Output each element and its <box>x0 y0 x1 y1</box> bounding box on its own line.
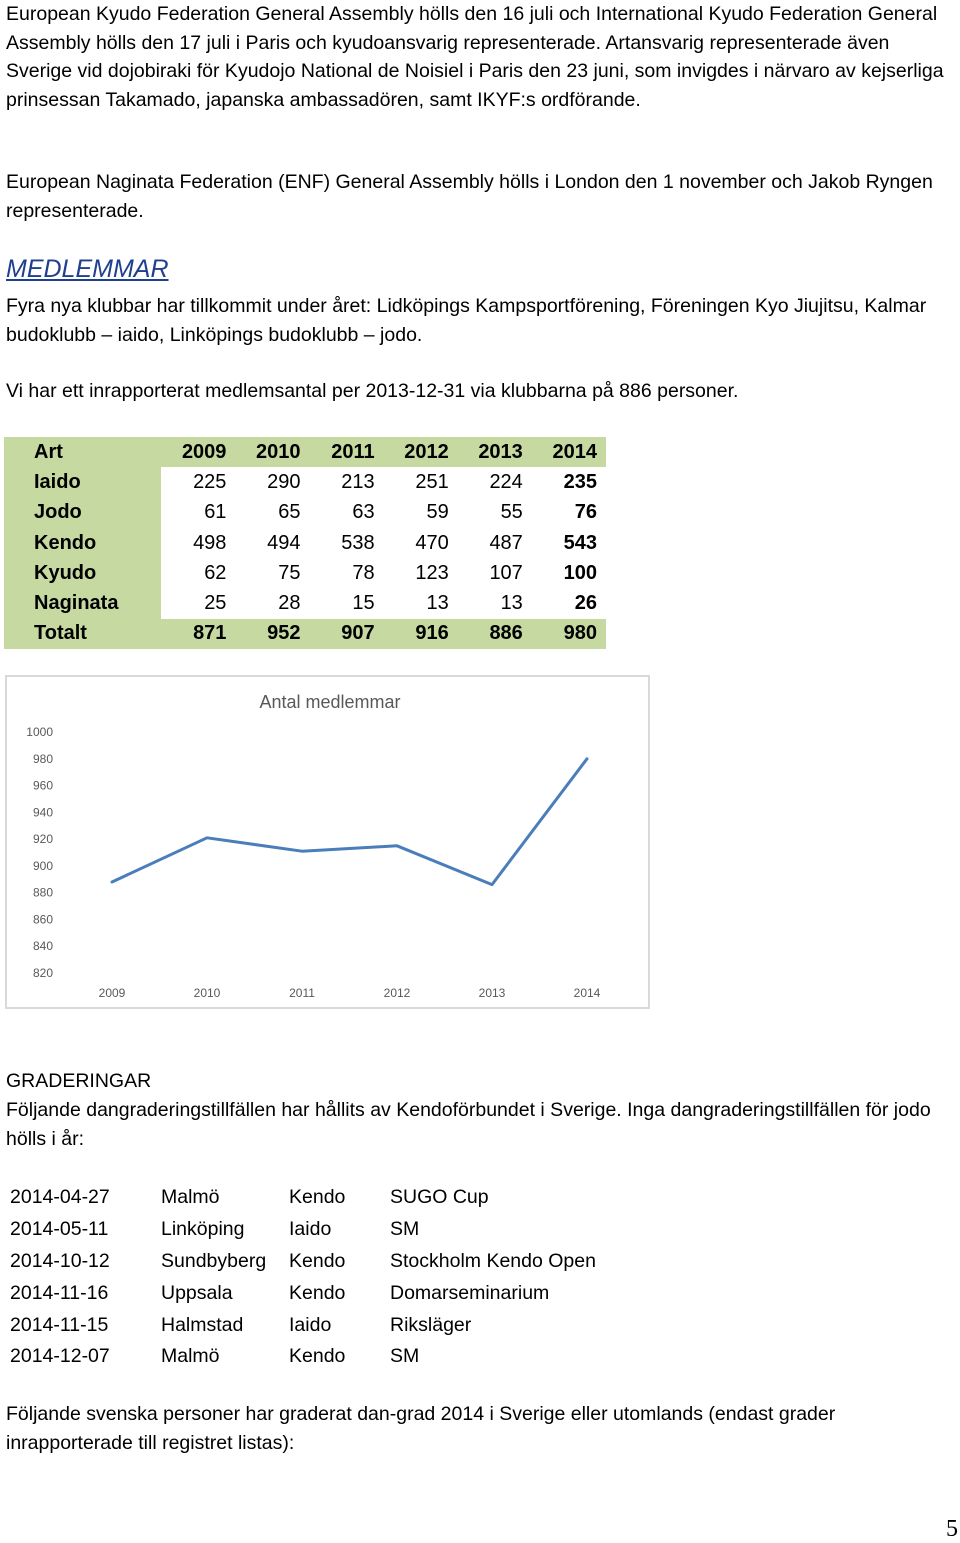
table-row <box>4 498 606 528</box>
table-cell: 13 <box>426 592 449 615</box>
table-cell: 886 <box>458 619 532 649</box>
data-point <box>112 882 113 883</box>
medlemmar-new-clubs-paragraph: Fyra nya klubbar har tillkommit under året: Lidköpings Kampsportförening, Föreningen Kyo Jiujitsu, Kalmar budoklubb – iaido, Linköpings budoklubb – jodo. <box>6 295 927 346</box>
table-cell: 26 <box>574 592 597 615</box>
table-cell: 494 <box>267 531 301 554</box>
row-label: Art <box>4 437 161 467</box>
y-tick-label: 920 <box>32 832 53 847</box>
table-cell: 107 <box>489 561 523 584</box>
y-tick-label: 980 <box>32 751 53 766</box>
event-name: SM <box>390 1345 420 1368</box>
data-point <box>302 851 303 852</box>
section-heading-graderingar: GRADERINGAR <box>6 1070 152 1092</box>
event-art: Kendo <box>289 1249 346 1272</box>
table-total-row <box>4 619 606 649</box>
grading-event-row <box>4 1277 596 1309</box>
table-row <box>4 588 606 618</box>
event-date: 2014-05-11 <box>10 1218 109 1241</box>
table-cell: 13 <box>500 592 523 615</box>
data-point <box>587 758 588 759</box>
table-cell: 76 <box>574 501 597 524</box>
x-tick-label: 2012 <box>383 986 411 1000</box>
table-cell: 25 <box>204 592 227 615</box>
data-point <box>207 837 208 838</box>
table-cell: 225 <box>193 470 227 493</box>
y-tick-label: 860 <box>32 912 53 927</box>
members-table <box>4 437 606 649</box>
event-date: 2014-11-16 <box>10 1281 109 1304</box>
event-date: 2014-11-15 <box>10 1313 109 1336</box>
event-art: Kendo <box>289 1345 346 1368</box>
event-city: Malmö <box>161 1186 220 1209</box>
event-city: Malmö <box>161 1345 220 1368</box>
table-cell: 980 <box>532 619 606 649</box>
graderingar-closing-paragraph: Följande svenska personer har graderat dan-grad 2014 i Sverige eller utomlands (endast grader inrapporterade till registret listas): <box>6 1403 836 1454</box>
grading-event-row <box>4 1214 596 1246</box>
table-cell: 916 <box>384 619 458 649</box>
event-name: SUGO Cup <box>390 1186 489 1209</box>
series-line <box>112 759 587 885</box>
x-tick-label: 2013 <box>478 986 506 1000</box>
event-city: Sundbyberg <box>161 1249 267 1272</box>
event-art: Kendo <box>289 1186 346 1209</box>
table-cell: 498 <box>193 531 227 554</box>
x-tick-label: 2011 <box>289 986 315 1000</box>
grading-event-row <box>4 1341 596 1373</box>
table-cell: 55 <box>500 501 523 524</box>
data-point <box>492 884 493 885</box>
x-tick-label: 2010 <box>193 986 221 1000</box>
event-name: Stockholm Kendo Open <box>390 1249 596 1272</box>
grading-events-table <box>4 1182 596 1373</box>
table-cell: 235 <box>563 470 597 493</box>
grading-event-row <box>4 1182 596 1214</box>
row-label: Jodo <box>4 498 161 528</box>
x-tick-label: 2014 <box>573 986 601 1000</box>
table-cell: 251 <box>415 470 449 493</box>
y-tick-label: 900 <box>32 858 53 873</box>
table-cell: 100 <box>563 561 597 584</box>
y-tick-label: 960 <box>32 778 53 793</box>
table-cell: 907 <box>310 619 384 649</box>
table-cell: 290 <box>267 470 301 493</box>
table-cell: 470 <box>415 531 449 554</box>
event-name: SM <box>390 1218 420 1241</box>
table-cell: 487 <box>489 531 523 554</box>
table-cell: 65 <box>278 501 301 524</box>
event-city: Uppsala <box>161 1281 233 1304</box>
table-cell: 952 <box>235 619 309 649</box>
y-tick-label: 820 <box>32 966 53 980</box>
table-row <box>4 467 606 497</box>
row-label: Kyudo <box>4 558 161 588</box>
y-tick-label: 940 <box>32 805 53 820</box>
table-cell: 224 <box>489 470 523 493</box>
row-label: Naginata <box>4 588 161 618</box>
members-line-chart <box>5 675 650 1009</box>
event-name: Domarseminarium <box>390 1281 550 1304</box>
table-cell: 15 <box>352 592 375 615</box>
chart-title: Antal medlemmar <box>259 692 401 712</box>
y-tick-label: 1000 <box>26 725 53 739</box>
section-heading-medlemmar: MEDLEMMAR <box>6 255 169 283</box>
row-label: Totalt <box>4 619 161 649</box>
x-tick-label: 2009 <box>98 986 126 1000</box>
table-row <box>4 528 606 558</box>
table-cell: 75 <box>278 561 301 584</box>
y-tick-label: 880 <box>32 885 53 900</box>
grading-event-row <box>4 1309 596 1341</box>
row-label: Iaido <box>4 467 161 497</box>
table-cell: 871 <box>161 619 235 649</box>
medlemmar-count-paragraph: Vi har ett inrapporterat medlemsantal per 2013-12-31 via klubbarna på 886 personer. <box>6 380 739 402</box>
table-cell: 2011 <box>310 437 384 467</box>
event-art: Iaido <box>289 1313 332 1336</box>
y-tick-label: 840 <box>32 939 53 954</box>
grading-event-row <box>4 1246 596 1278</box>
table-cell: 213 <box>341 470 375 493</box>
intro-paragraph-naginata: European Naginata Federation (ENF) General Assembly hölls i London den 1 november och Jakob Ryngen representerade. <box>6 171 933 222</box>
page-number: 5 <box>946 1516 958 1542</box>
table-cell: 2009 <box>161 437 235 467</box>
table-cell: 59 <box>426 501 449 524</box>
table-cell: 28 <box>278 592 301 615</box>
table-cell: 62 <box>204 561 227 584</box>
table-row <box>4 558 606 588</box>
event-date: 2014-10-12 <box>10 1249 110 1272</box>
table-cell: 63 <box>352 501 375 524</box>
event-art: Iaido <box>289 1218 332 1241</box>
table-cell: 123 <box>415 561 449 584</box>
table-header-row <box>4 437 606 467</box>
graderingar-intro-paragraph: Följande dangraderingstillfällen har hållits av Kendoförbundet i Sverige. Inga dangraderingstillfällen för jodo hölls i år: <box>6 1099 931 1150</box>
table-cell: 2012 <box>384 437 458 467</box>
chart-svg <box>7 677 648 1007</box>
event-name: Riksläger <box>390 1313 472 1336</box>
table-cell: 2014 <box>532 437 606 467</box>
event-city: Halmstad <box>161 1313 244 1336</box>
table-cell: 61 <box>204 501 227 524</box>
event-date: 2014-12-07 <box>10 1345 110 1368</box>
table-cell: 2013 <box>458 437 532 467</box>
table-cell: 538 <box>341 531 375 554</box>
data-point <box>397 845 398 846</box>
table-cell: 543 <box>563 531 597 554</box>
intro-paragraph-kyudo: European Kyudo Federation General Assembly hölls den 16 juli och International Kyudo Federation General Assembly hölls den 17 juli i Paris och kyudoansvarig representerade. Artansvarig representerade även Sverige vid dojobiraki för Kyudojo National de Noisiel i Paris den 23 juni, som invigdes i närvaro av kejserliga prinsessan Takamado, japanska ambassadören, samt IKYF:s ordförande. <box>6 3 944 112</box>
event-art: Kendo <box>289 1281 346 1304</box>
table-cell: 78 <box>352 561 375 584</box>
row-label: Kendo <box>4 528 161 558</box>
event-date: 2014-04-27 <box>10 1186 110 1209</box>
table-cell: 2010 <box>235 437 309 467</box>
event-city: Linköping <box>161 1218 245 1241</box>
